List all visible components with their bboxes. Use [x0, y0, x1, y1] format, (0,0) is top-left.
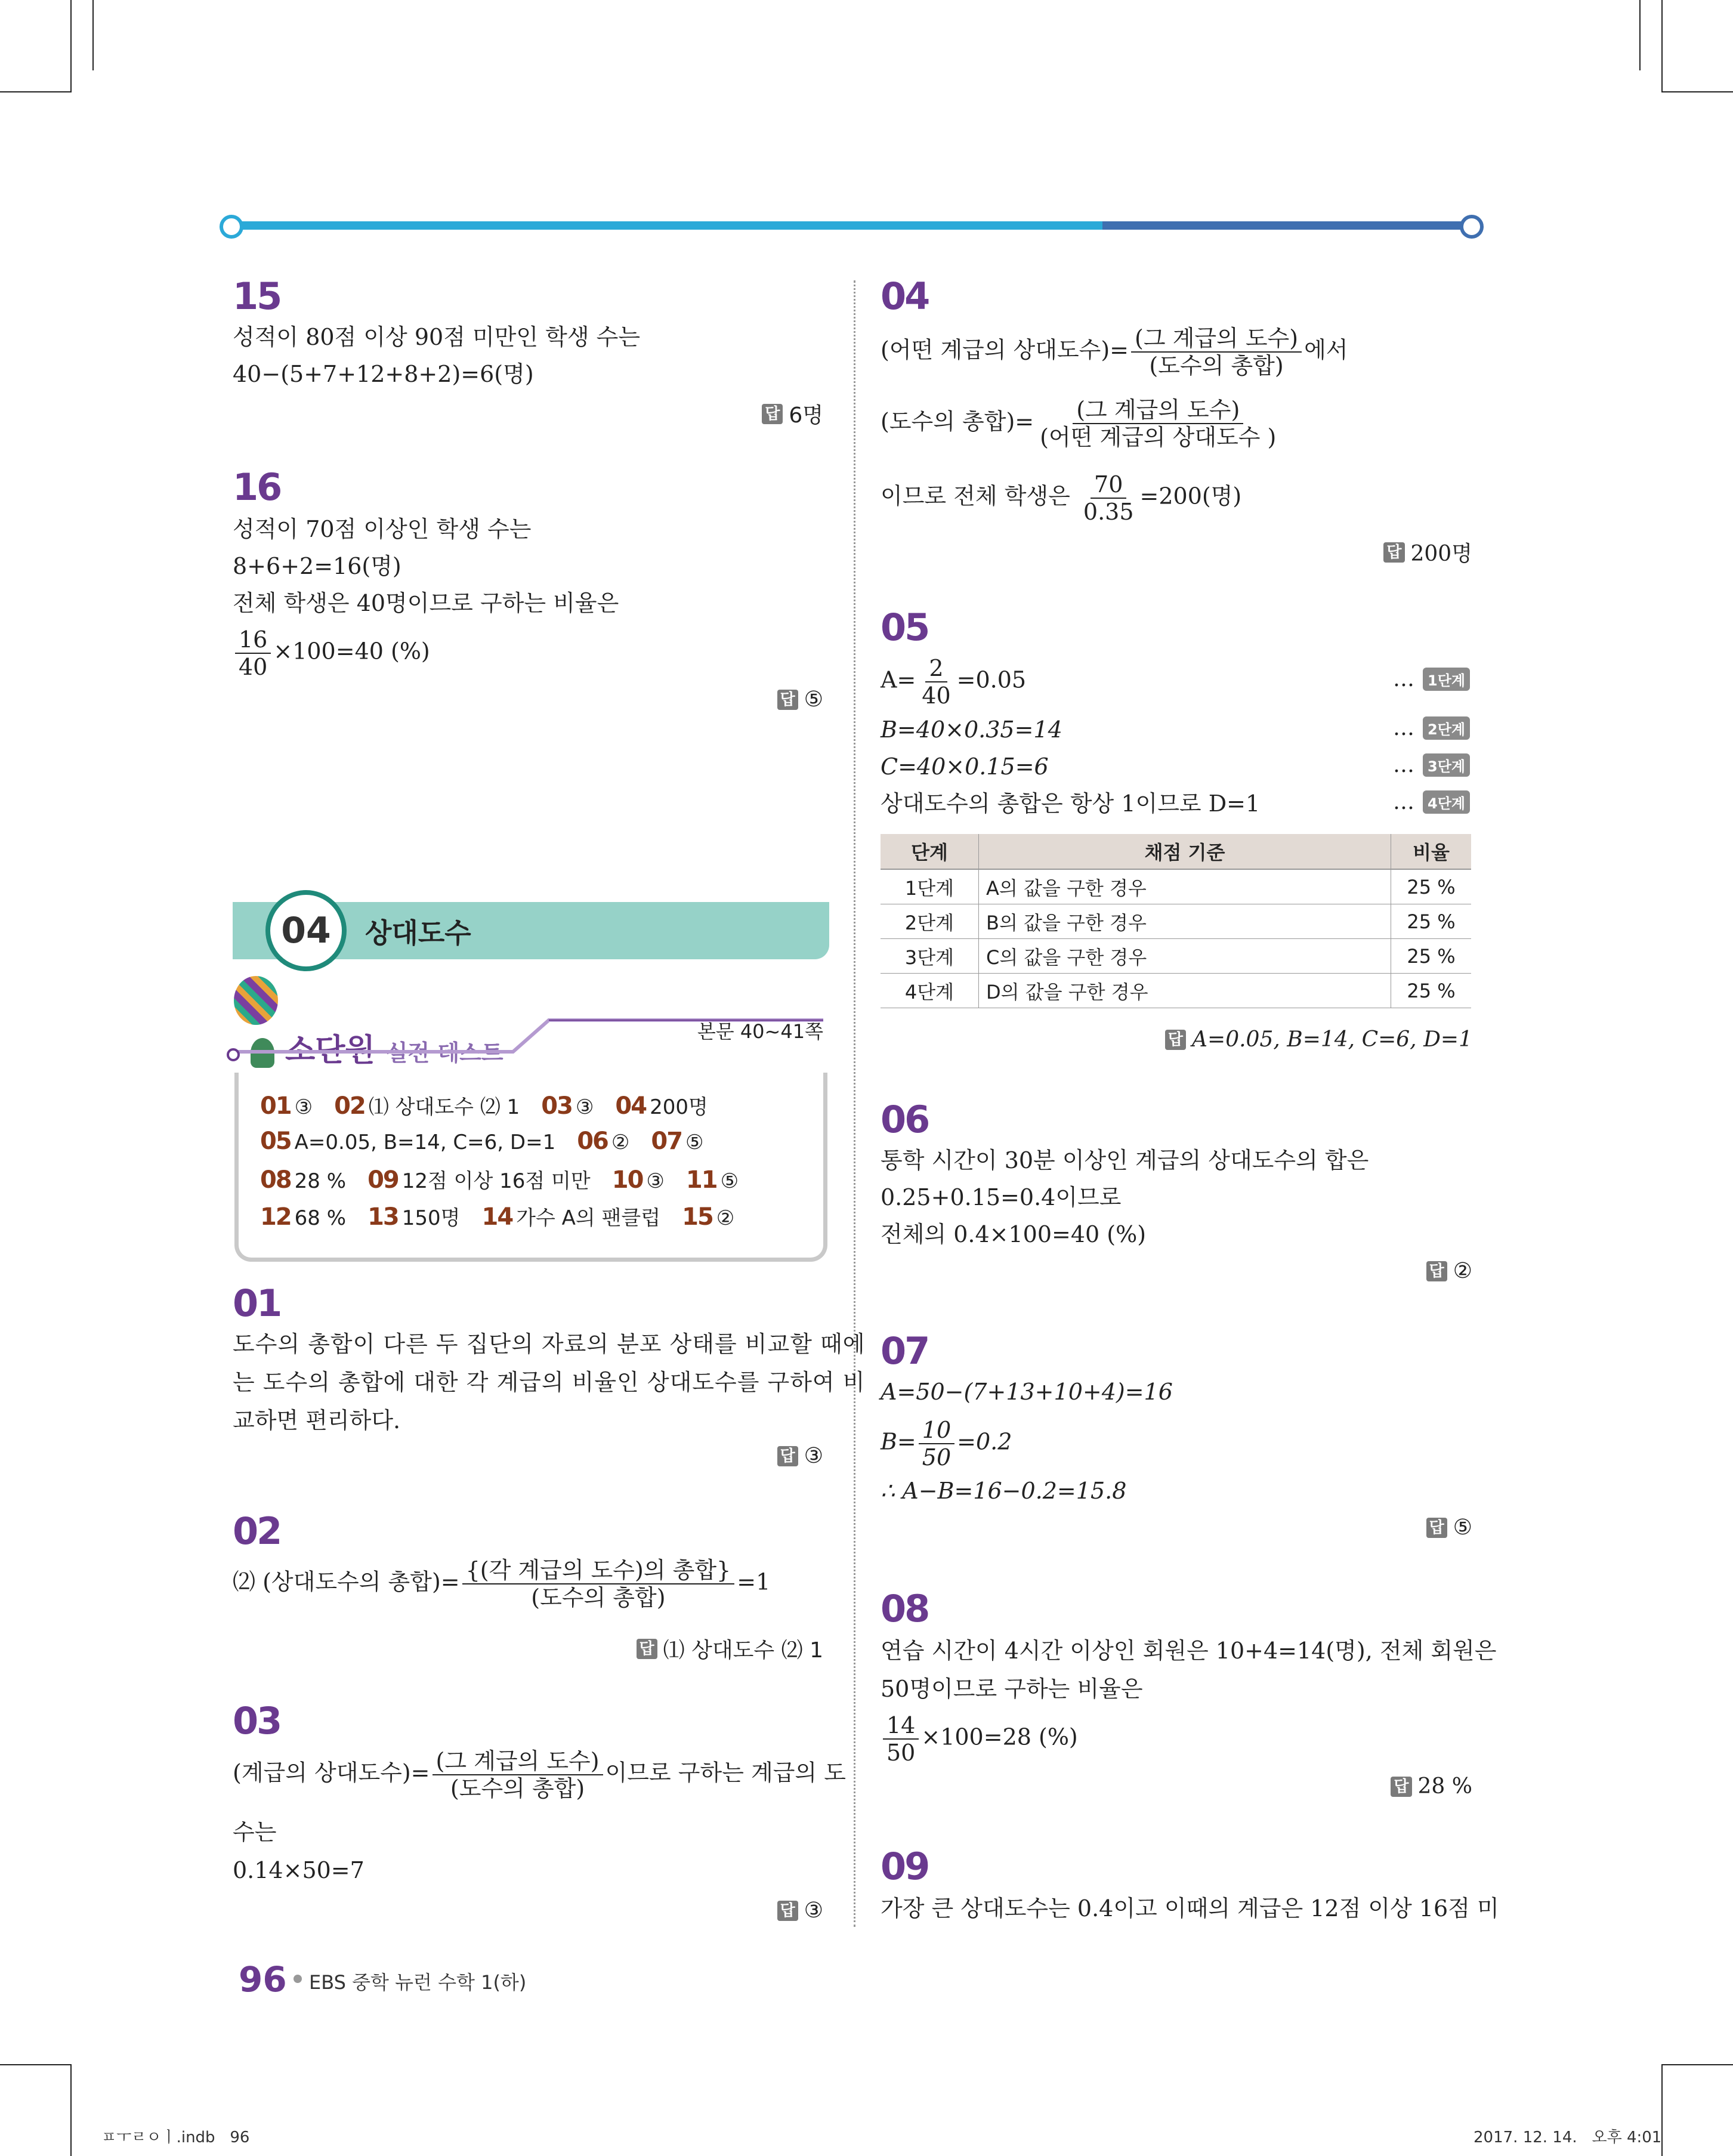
problem-number: 16 [233, 465, 281, 509]
crop-mark [0, 91, 70, 92]
answer-item-text: ⑤ [685, 1130, 704, 1154]
balloon-icon [234, 976, 278, 1025]
answer-item-number: 05 [260, 1128, 291, 1155]
bullet-dot [294, 1975, 302, 1983]
answer-item-text: ② [611, 1130, 630, 1154]
answer: 답 28 % [1391, 1774, 1472, 1799]
answer-item-text: ② [716, 1206, 735, 1230]
answer-item [334, 1092, 520, 1120]
solution-text: 전체 학생은 40명이므로 구하는 비율은 [233, 590, 619, 616]
answer-row [260, 1128, 725, 1155]
solution-text: 수는 [233, 1819, 277, 1845]
answer: 답 ⑴ 상대도수 ⑵ 1 [637, 1633, 823, 1664]
answer: 답 ⑤ [777, 687, 823, 712]
fraction: $\frac{\text{\{(각 계급의 도수)의 총합\}}}{\text{(도수의 총합)}}$ [462, 1557, 735, 1611]
answer-item [260, 1203, 347, 1231]
fraction-line: A= $\frac{2}{40}$ =0.05 [881, 655, 1027, 709]
crop-mark [0, 2064, 70, 2065]
book-title: EBS 중학 뉴런 수학 1(하) [309, 1971, 527, 1994]
fraction: $\frac{16}{40}$ [235, 626, 271, 680]
answer: 답 6명 [762, 399, 823, 429]
crop-mark [1663, 91, 1733, 92]
answer-item [367, 1203, 461, 1231]
answer-item-text: ⑴ 상대도수 ⑵ 1 [368, 1095, 520, 1119]
solution-text: A=50−(7+13+10+4)=16 [881, 1379, 1173, 1405]
answer-item-number: 12 [260, 1203, 291, 1231]
crop-mark [70, 0, 72, 92]
answer-item-number: 01 [260, 1092, 291, 1120]
table-header: 채점 기준 [979, 834, 1391, 869]
answer-item [260, 1130, 555, 1154]
answer: 답 200명 [1383, 537, 1472, 567]
fraction-line: B= $\frac{10}{50}$ =0.2 [881, 1417, 1012, 1471]
answer-item-number: 08 [260, 1166, 291, 1194]
round-dot [227, 1048, 240, 1061]
answer-row [260, 1091, 730, 1120]
answer-item-number: 04 [615, 1092, 647, 1120]
section-badge: 04 [265, 890, 347, 971]
answer-item [481, 1203, 661, 1231]
answer-item-text: A=0.05, B=14, C=6, D=1 [294, 1130, 556, 1154]
fraction-line: (어떤 계급의 상대도수)= $\frac{\text{(그 계급의 도수)}}{\text{(도수의 총합)}}$ 에서 [881, 325, 1348, 379]
bar-end-right [1460, 215, 1484, 239]
solution-text: 통학 시간이 30분 이상인 계급의 상대도수의 합은 [881, 1147, 1369, 1173]
solution-text: 50명이므로 구하는 비율은 [881, 1676, 1143, 1702]
fraction: $\frac{10}{50}$ [919, 1417, 954, 1471]
answer-row [260, 1165, 760, 1194]
crop-mark [70, 2064, 72, 2156]
column-divider [854, 280, 855, 1927]
solution-text: C=40×0.15=6 [881, 753, 1049, 780]
answer-item-number: 03 [541, 1092, 572, 1120]
fraction: $\frac{\text{(그 계급의 도수)}}{\text{(도수의 총합)}}$ [433, 1748, 603, 1802]
step-tag: … 4단계 [1393, 790, 1470, 814]
solution-text: 는 도수의 총합에 대한 각 계급의 비율인 상대도수를 구하여 비 [233, 1369, 866, 1395]
answer-item-number: 10 [611, 1166, 643, 1194]
table-row: 3단계 C의 값을 구한 경우 25 % [881, 939, 1471, 974]
fraction: $\frac{\text{(그 계급의 도수)}}{\text{(도수의 총합)}}$ [1131, 325, 1302, 379]
step-tag: … 1단계 [1393, 667, 1470, 691]
solution-text: B=40×0.35=14 [881, 716, 1062, 743]
fraction: $\frac{\text{(그 계급의 도수)}}{\text{(어떤 계급의 상대도수 )}}$ [1040, 397, 1277, 450]
solution-text: 40−(5+7+12+8+2)=6(명) [233, 361, 534, 387]
answer-item [367, 1166, 591, 1194]
section-title: 상대도수 [365, 917, 471, 949]
fraction-line: (계급의 상대도수)= $\frac{\text{(그 계급의 도수)}}{\text{(도수의 총합)}}$ 이므로 구하는 계급의 도 [233, 1748, 846, 1802]
answer-item [685, 1166, 739, 1194]
fraction: $\frac{14}{50}$ [883, 1712, 919, 1766]
answer-item-text: 가수 A의 팬클럽 [516, 1206, 661, 1230]
fraction: $\frac{2}{40}$ [922, 655, 951, 709]
crop-mark [1639, 0, 1641, 70]
answer-item-number: 02 [334, 1092, 365, 1120]
answer-item-number: 07 [651, 1128, 682, 1155]
problem-number: 07 [881, 1329, 929, 1373]
table-row: 1단계 A의 값을 구한 경우 25 % [881, 869, 1471, 904]
step-tag: … 3단계 [1393, 753, 1470, 777]
answer-row [260, 1201, 756, 1231]
answer-item-text: 150명 [401, 1206, 461, 1230]
answer-item [577, 1130, 629, 1154]
fraction-line: $\frac{14}{50}$ ×100=28 (%) [881, 1712, 1078, 1766]
answer-item-number: 09 [367, 1166, 399, 1194]
answer: 답 A=0.05, B=14, C=6, D=1 [1165, 1027, 1472, 1052]
answer-item-text: 68 % [294, 1206, 347, 1230]
problem-number: 02 [233, 1509, 281, 1553]
crop-mark [92, 0, 94, 70]
fraction-line: ⑵ (상대도수의 총합)= $\frac{\text{\{(각 계급의 도수)의 총합\}}}{\text{(도수의 총합)}}$ =1 [233, 1557, 771, 1611]
table-row: 4단계 D의 값을 구한 경우 25 % [881, 974, 1471, 1008]
answer: 답 ② [1426, 1259, 1472, 1283]
answer-item [260, 1092, 313, 1120]
step-tag: … 2단계 [1393, 716, 1470, 740]
solution-text: 0.25+0.15=0.4이므로 [881, 1184, 1122, 1210]
answer-item [541, 1092, 594, 1120]
fraction: $\frac{70}{0.35}$ [1083, 471, 1134, 525]
answer-item [615, 1092, 708, 1120]
fraction-line: (도수의 총합)= $\frac{\text{(그 계급의 도수)}}{\text{(어떤 계급의 상대도수 )}}$ [881, 397, 1282, 450]
answer-item [611, 1166, 665, 1194]
problem-number: 05 [881, 606, 929, 649]
answer-item-number: 14 [481, 1203, 513, 1231]
answer-item-text: ③ [294, 1095, 313, 1119]
page-number: 96 [239, 1959, 287, 2000]
solution-text: 상대도수의 총합은 항상 1이므로 D=1 [881, 790, 1261, 817]
answer-item-number: 13 [367, 1203, 399, 1231]
solution-text: 성적이 80점 이상 90점 미만인 학생 수는 [233, 324, 641, 350]
test-title: 소단원 실전 테스트 [285, 1033, 503, 1068]
table-header: 비율 [1391, 834, 1472, 869]
solution-text: ∴ A−B=16−0.2=15.8 [881, 1478, 1127, 1504]
problem-number: 01 [233, 1281, 281, 1325]
problem-number: 08 [881, 1587, 929, 1630]
answer-item-number: 11 [685, 1166, 717, 1194]
crop-mark [1661, 0, 1663, 92]
answer-item [260, 1166, 347, 1194]
answer: 답 ③ [777, 1898, 823, 1923]
answer-label: 답 [762, 404, 783, 424]
page-reference: 본문 40~41쪽 [697, 1020, 823, 1043]
print-date: 2017. 12. 14. 오후 4:01 [1473, 2129, 1662, 2146]
solution-text: 0.14×50=7 [233, 1857, 364, 1883]
solution-text: 교하면 편리하다. [233, 1407, 401, 1434]
problem-number: 06 [881, 1098, 929, 1141]
answer-item-text: ③ [575, 1095, 594, 1119]
answer: 답 ⑤ [1426, 1515, 1472, 1540]
solution-text: 성적이 70점 이상인 학생 수는 [233, 516, 532, 542]
table-header: 단계 [881, 834, 979, 869]
problem-number: 15 [233, 274, 281, 318]
problem-number: 09 [881, 1845, 929, 1888]
answer-item-number: 15 [682, 1203, 713, 1231]
test-header-rule [236, 1050, 468, 1054]
solution-text: 도수의 총합이 다른 두 집단의 자료의 분포 상태를 비교할 때에 [233, 1331, 866, 1357]
table-row: 2단계 B의 값을 구한 경우 25 % [881, 904, 1471, 939]
answer-item [682, 1203, 735, 1231]
bar-end-left [220, 215, 243, 239]
answer-item-text: 12점 이상 16점 미만 [401, 1169, 591, 1193]
fraction-line: $\frac{16}{40}$ ×100=40 (%) [233, 626, 430, 680]
top-bar [230, 221, 1476, 230]
file-name: ㅍㅜㄹㅇㅣ.indb 96 [101, 2129, 250, 2146]
answer-item [651, 1130, 703, 1154]
answer-item-text: ③ [646, 1169, 665, 1193]
fraction-line: 이므로 전체 학생은 $\frac{70}{0.35}$ =200(명) [881, 471, 1242, 525]
answer-item-number: 06 [577, 1128, 608, 1155]
answer-item-text: ⑤ [720, 1169, 739, 1193]
solution-text: 가장 큰 상대도수는 0.4이고 이때의 계급은 12점 이상 16점 미 [881, 1895, 1499, 1922]
answer-item-text: 200명 [650, 1095, 708, 1119]
grading-table [881, 834, 1471, 1008]
problem-number: 03 [233, 1699, 281, 1743]
problem-number: 04 [881, 274, 929, 318]
crop-mark [1663, 2064, 1733, 2065]
answer-item-text: 28 % [294, 1169, 347, 1193]
solution-text: 전체의 0.4×100=40 (%) [881, 1221, 1147, 1247]
answer: 답 ③ [777, 1444, 823, 1468]
solution-text: 연습 시간이 4시간 이상인 회원은 10+4=14(명), 전체 회원은 [881, 1638, 1497, 1664]
solution-text: 8+6+2=16(명) [233, 553, 401, 579]
